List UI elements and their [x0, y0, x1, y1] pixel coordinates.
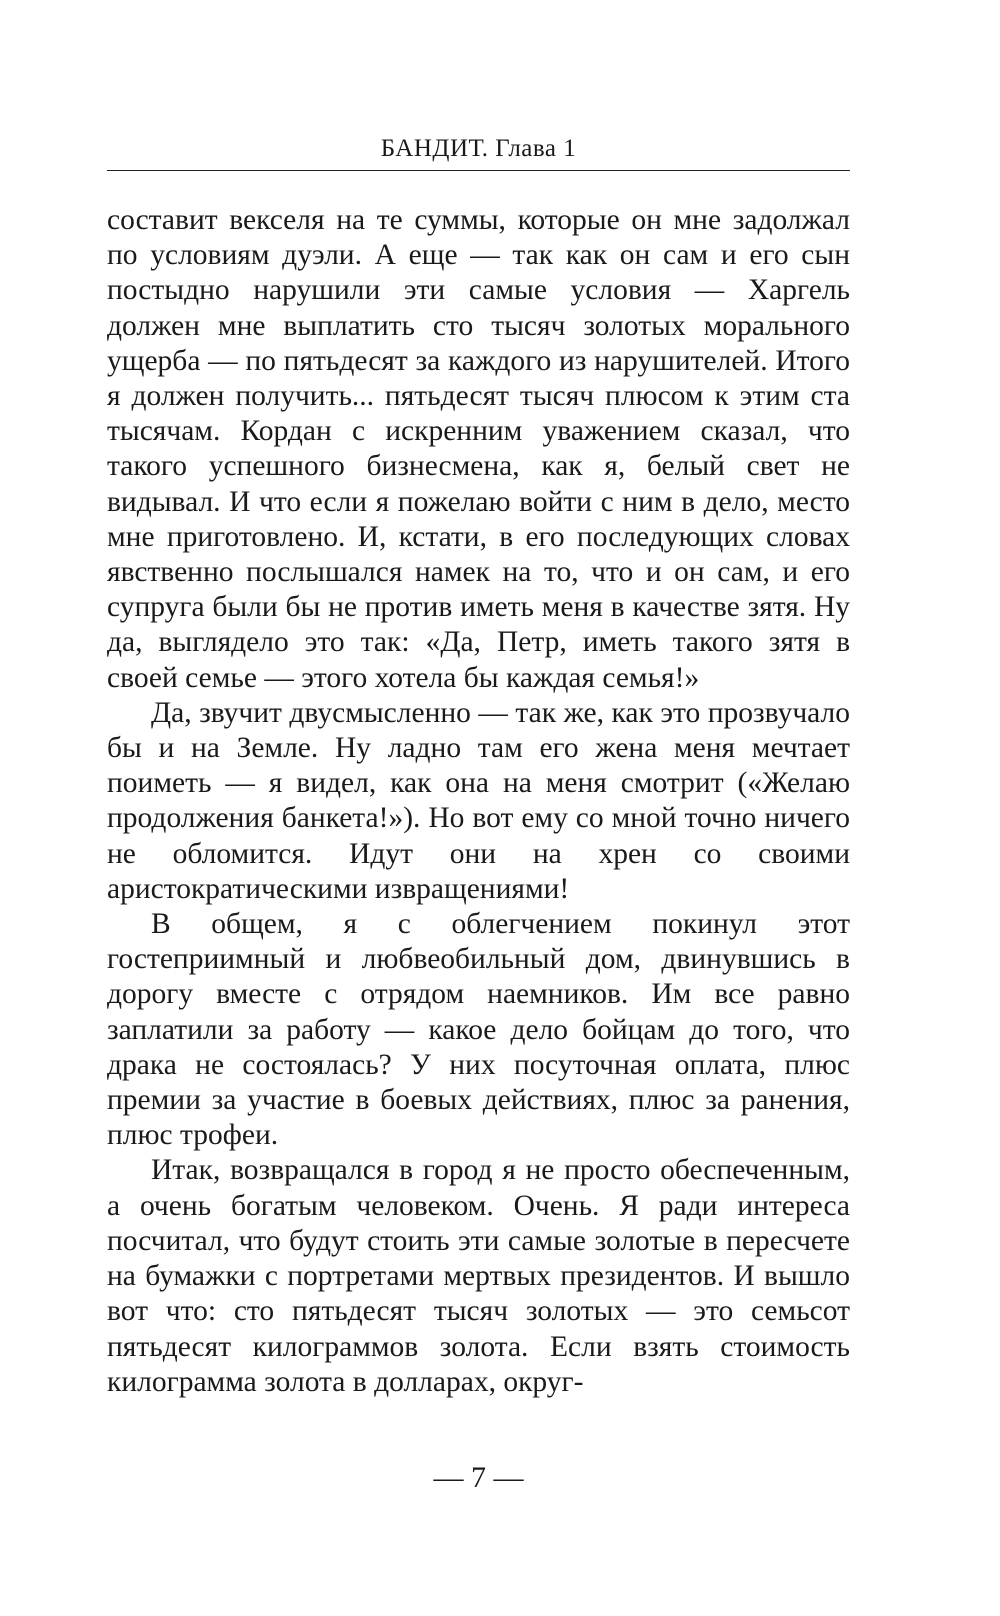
paragraph-1: составит векселя на те суммы, которые он мне задолжал по условиям дуэли. А еще — так как он сам и его сын постыдно нарушили эти самые условия — Харгель должен мне выплатить сто тысяч золотых морального ущерба — по пятьдесят за каждого из нарушителей. Итого я должен получить... пятьдесят тысяч плюсом к этим ста тысячам. Кордан с искренним уважением сказал, что такого успешного бизнесмена, как я, белый свет не видывал. И что если я пожелаю войти с ним в дело, место мне приготовлено. И, кстати, в его последующих словах явственно послышался намек на то, что и он сам, и его супруга были бы не против иметь меня в качестве зятя. Ну да, выглядело это так: «Да, Петр, иметь такого зятя в своей семье — этого хотела бы каждая семья!»: [107, 204, 850, 694]
header-divider: [107, 170, 850, 171]
running-header-title: БАНДИТ. Глава 1: [380, 135, 577, 162]
body-text: [107, 203, 850, 1400]
paragraph-4: Итак, возвращался в город я не просто обеспеченным, а очень богатым человеком. Очень. Я ради интереса посчитал, что будут стоить эти самые золотые в пересчете на бумажки с портретами мертвых президентов. И вышло вот что: сто пятьдесят тысяч золотых — это семьсот пятьдесят килограммов золота. Если взять стоимость килограмма золота в долларах, округ-: [107, 1154, 850, 1398]
page-number: — 7 —: [433, 1461, 524, 1494]
paragraph-2: Да, звучит двусмысленно — так же, как это прозвучало бы и на Земле. Ну ладно там его жена меня мечтает поиметь — я видел, как она на меня смотрит («Желаю продолжения банкета!»). Но вот ему со мной точно ничего не обломится. Идут они на хрен со своими аристократическими извращениями!: [107, 696, 850, 905]
paragraph-3: В общем, я с облегчением покинул этот гостеприимный и любвеобильный дом, двинувшись в дорогу вместе с отрядом наемников. Им все равно заплатили за работу — какое дело бойцам до того, что драка не состоялась? У них посуточная оплата, плюс премии за участие в боевых действиях, плюс за ранения, плюс трофеи.: [107, 908, 850, 1152]
